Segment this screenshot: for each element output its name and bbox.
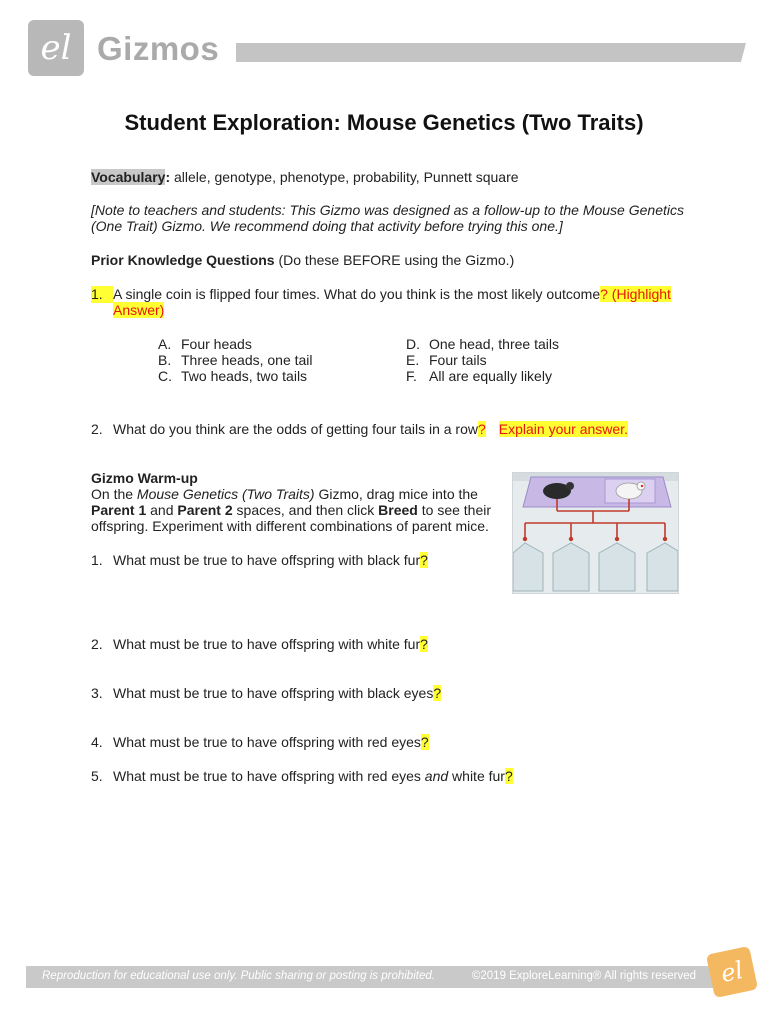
warmup-text-1: On the Mouse Genetics (Two Traits) Gizmo, drag mice into the xyxy=(91,486,478,502)
header-bar xyxy=(236,43,746,62)
vocabulary-line: Vocabulary: allele, genotype, phenotype, probability, Punnett square xyxy=(91,169,519,185)
option-f[interactable]: F. All are equally likely xyxy=(406,368,552,384)
q1-hint: ? (Highlight xyxy=(600,286,671,302)
warmup-question-2: 2. What must be true to have offspring with white fur? xyxy=(91,636,428,652)
footer-copyright: ©2019 ExploreLearning® All rights reserved xyxy=(471,970,696,982)
prior-knowledge-heading: Prior Knowledge Questions (Do these BEFORE using the Gizmo.) xyxy=(91,252,515,268)
option-d[interactable]: D. One head, three tails xyxy=(406,336,559,352)
warmup-text-2: Parent 1 and Parent 2 spaces, and then click Breed to see their xyxy=(91,502,492,518)
note-line-2: (One Trait) Gizmo. We recommend doing that activity before trying this one.] xyxy=(91,218,563,234)
gizmo-screenshot-image xyxy=(512,472,679,594)
note-line-1: [Note to teachers and students: This Gizmo was designed as a follow-up to the Mouse Genetics xyxy=(91,202,684,218)
warmup-text-3: offspring. Experiment with different combinations of parent mice. xyxy=(91,518,489,534)
option-a[interactable]: A. Four heads xyxy=(158,336,252,352)
footer-reproduction-notice: Reproduction for educational use only. Public sharing or posting is prohibited. xyxy=(42,970,435,982)
vocabulary-terms: allele, genotype, phenotype, probability, Punnett square xyxy=(170,169,519,185)
warmup-heading: Gizmo Warm-up xyxy=(91,470,198,486)
footer-bar xyxy=(26,966,716,988)
brand-name: Gizmos xyxy=(97,30,220,67)
q2-hint: Explain your answer. xyxy=(498,421,628,437)
warmup-question-5: 5. What must be true to have offspring with red eyes and white fur? xyxy=(91,768,513,784)
page-title: Student Exploration: Mouse Genetics (Two Traits) xyxy=(124,110,644,135)
explorelearning-logo: el xyxy=(706,946,758,998)
option-c[interactable]: C. Two heads, two tails xyxy=(158,368,308,384)
gizmos-logo: el xyxy=(28,20,84,76)
warmup-question-4: 4. What must be true to have offspring with red eyes? xyxy=(91,734,429,750)
question-1-hint-cont: Answer) xyxy=(113,302,165,318)
question-2: 2. What do you think are the odds of getting four tails in a row? Explain your answer. xyxy=(91,421,628,437)
warmup-question-3: 3. What must be true to have offspring with black eyes? xyxy=(91,685,442,701)
option-b[interactable]: B. Three heads, one tail xyxy=(158,352,313,368)
gizmo-breeding-diagram xyxy=(513,473,678,593)
vocabulary-label: Vocabulary xyxy=(91,169,166,185)
warmup-question-1: 1. What must be true to have offspring with black fur? xyxy=(91,552,428,568)
option-e[interactable]: E. Four tails xyxy=(406,352,487,368)
question-1: 1. A single coin is flipped four times. What do you think is the most likely outcome? (Highlight xyxy=(91,286,671,302)
